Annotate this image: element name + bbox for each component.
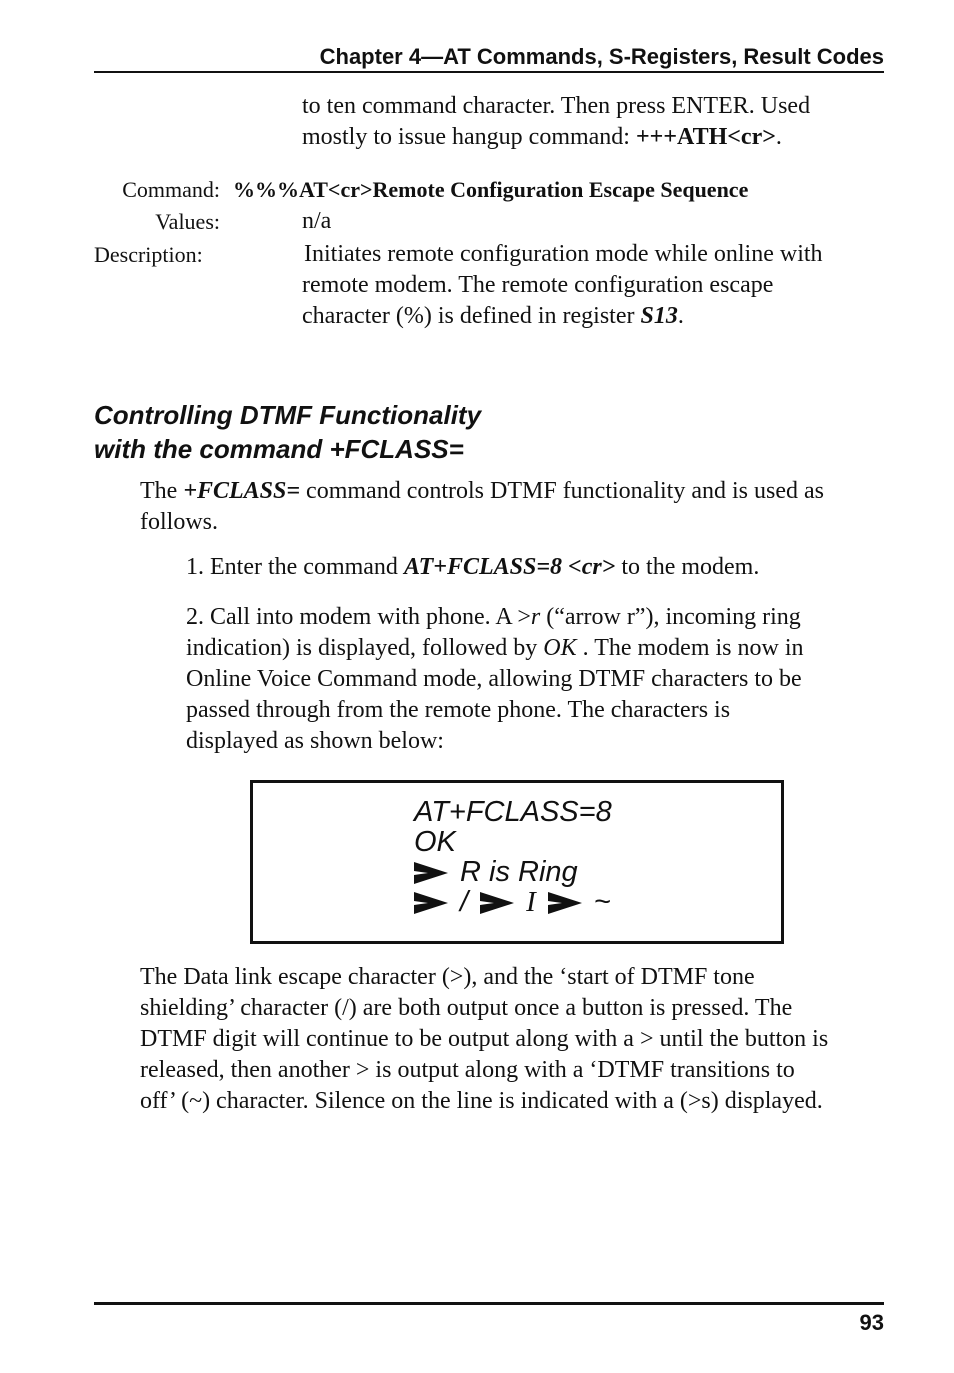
continuation-text	[302, 91, 810, 153]
screen-lines	[414, 797, 612, 917]
step-2	[186, 602, 886, 757]
screen-line-1: AT+FCLASS=8	[414, 796, 612, 828]
fclass-command: +FCLASS=	[183, 478, 301, 504]
step-2-line-1-text: 2. Call into modem with phone. A >	[186, 604, 531, 630]
section-heading	[94, 398, 481, 466]
step-2-line-1-end: (“arrow r”), incoming ring	[540, 604, 801, 630]
values-value: n/a	[302, 208, 332, 234]
header-rule	[94, 71, 884, 73]
step-2-line-2-end: . The modem is now in	[576, 635, 804, 661]
continuation-line-2-text: mostly to issue hangup command:	[302, 124, 636, 150]
tilde-symbol: ~	[593, 886, 611, 918]
closing-line-5: off’ (~) character. Silence on the line is indicated with a (>s) displayed.	[140, 1088, 823, 1114]
section-heading-line-1: Controlling DTMF Functionality	[94, 400, 482, 430]
ok-response: OK	[543, 635, 577, 661]
slash-symbol: /	[460, 886, 469, 918]
continuation-line-1: to ten command character. Then press ENTER. Used	[302, 93, 811, 119]
step-2-line-2	[186, 633, 886, 664]
step-1-end: to the modem.	[615, 554, 760, 580]
description-line-3-end: .	[677, 303, 684, 329]
step-1	[186, 552, 759, 583]
screen-line-4	[414, 887, 612, 917]
description-line-2: remote modem. The remote configuration escape	[302, 272, 774, 298]
step-1-text: 1. Enter the command	[186, 554, 404, 580]
arrowhead-icon	[414, 862, 448, 884]
register-name: S13	[640, 303, 678, 329]
description-line-1: Initiates remote configuration mode while online with	[304, 241, 823, 267]
arrowhead-icon	[548, 892, 582, 914]
description-line-3	[302, 301, 877, 332]
step-2-line-5: displayed as shown below:	[186, 728, 444, 754]
chapter-header: Chapter 4—AT Commands, S-Registers, Result Codes	[319, 44, 884, 69]
page-number: 93	[859, 1310, 884, 1335]
continuation-line-2-end: .	[775, 124, 782, 150]
screen-display-box	[250, 780, 784, 944]
step-1-command: AT+FCLASS=8 <cr>	[403, 554, 616, 580]
description-line-3-text: character (%) is defined in register	[302, 303, 641, 329]
arrowhead-icon	[480, 892, 514, 914]
screen-line-2: OK	[414, 826, 456, 858]
intro-line-1-text: The	[140, 478, 184, 504]
hangup-command: +++ATH<cr>	[635, 124, 776, 150]
values-label: Values:	[155, 209, 220, 234]
description-label: Description:	[94, 242, 203, 267]
i-symbol: I	[526, 886, 536, 918]
screen-line-3	[414, 857, 612, 887]
description-text	[302, 239, 877, 332]
arrowhead-icon	[414, 892, 448, 914]
ring-text: R is Ring	[460, 856, 578, 888]
intro-paragraph	[140, 476, 890, 538]
step-2-line-2-text: indication) is displayed, followed by	[186, 635, 544, 661]
command-label: Command:	[122, 177, 220, 202]
closing-paragraph	[140, 962, 900, 1117]
continuation-line-2	[302, 122, 810, 153]
arrow-r-symbol: r	[530, 604, 541, 630]
section-heading-line-2: with the command +FCLASS=	[94, 434, 464, 464]
intro-line-2: follows.	[140, 509, 218, 535]
intro-line-1	[140, 476, 890, 507]
step-2-line-3: Online Voice Command mode, allowing DTMF characters to be	[186, 666, 802, 692]
closing-line-1: The Data link escape character (>), and the ‘start of DTMF tone	[140, 964, 755, 990]
closing-line-3: DTMF digit will continue to be output along with a > until the button is	[140, 1026, 829, 1052]
footer-rule	[94, 1302, 884, 1305]
command-value: %%%AT<cr>Remote Configuration Escape Sequence	[233, 177, 749, 202]
closing-line-2: shielding’ character (/) are both output once a button is pressed. The	[140, 995, 793, 1021]
intro-line-1-end: command controls DTMF functionality and is used as	[300, 478, 824, 504]
step-2-line-1	[186, 602, 886, 633]
step-2-line-4: passed through from the remote phone. The characters is	[186, 697, 731, 723]
closing-line-4: released, then another > is output along with a ‘DTMF transitions to	[140, 1057, 795, 1083]
